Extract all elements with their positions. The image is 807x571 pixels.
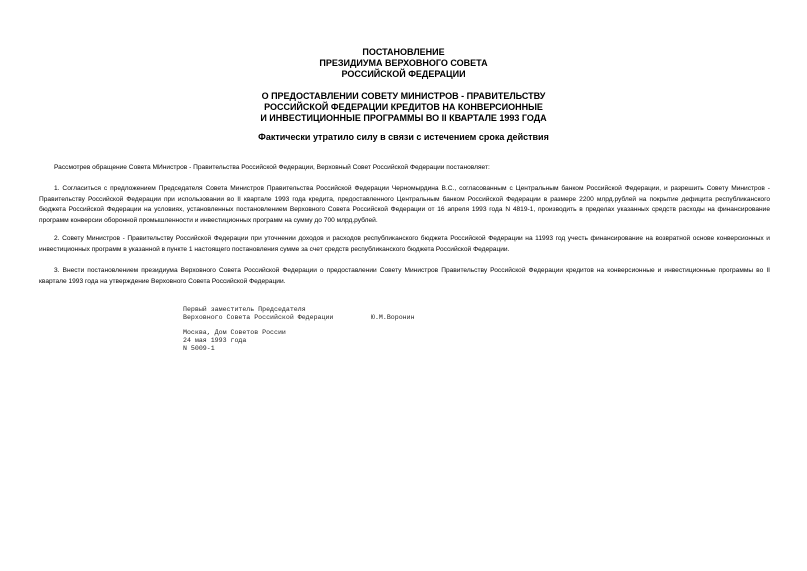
signature-position-line: Верховного Совета Российской Федерации bbox=[183, 313, 334, 321]
signature-position-line: Первый заместитель Председателя bbox=[183, 306, 306, 313]
paragraph-text: 1. Согласиться с предложением Председателя Совета Министров Правительства Российской Федерации Черномырдина В.С., согласованным с Центральным банком Российской Федерации, и разрешить Совету Министров - Правительству Российской Федерации при использовании во II квартале 1993 года кредита, предоставленного Центральным банком Российской Федерации в размере 2200 млрд.рублей на покрытие дефицита республиканского бюджета Российской Федерации на условиях, установленных постановлением Верховного Совета Российской Федерации от 16 апреля 1993 года N 4819-1, производить в пределах указанных средств расходы на финансирование программ конверсии оборонной промышленности и инвестиционных программ на сумму до 700 млрд.рублей. bbox=[39, 185, 770, 224]
document-status bbox=[0, 132, 807, 143]
subject-line: И ИНВЕСТИЦИОННЫЕ ПРОГРАММЫ ВО II КВАРТАЛЕ 1993 ГОДА bbox=[260, 113, 547, 123]
document-title bbox=[0, 47, 807, 80]
title-line: ПРЕЗИДИУМА ВЕРХОВНОГО СОВЕТА bbox=[319, 58, 488, 68]
place-date-block bbox=[183, 329, 286, 352]
status-line: Фактически утратило силу в связи с истечением срока действия bbox=[258, 132, 549, 142]
place-line: Москва, Дом Советов России bbox=[183, 329, 286, 336]
title-line: РОССИЙСКОЙ ФЕДЕРАЦИИ bbox=[341, 69, 466, 79]
signature-block bbox=[183, 306, 333, 322]
paragraph-2 bbox=[39, 234, 770, 255]
signature-name: Ю.М.Воронин bbox=[371, 314, 415, 321]
intro-paragraph bbox=[39, 163, 770, 174]
paragraph-1 bbox=[39, 184, 770, 226]
subject-line: РОССИЙСКОЙ ФЕДЕРАЦИИ КРЕДИТОВ НА КОНВЕРСИОННЫЕ bbox=[264, 102, 543, 112]
title-line: ПОСТАНОВЛЕНИЕ bbox=[362, 47, 445, 57]
paragraph-text: 2. Совету Министров - Правительству Российской Федерации при уточнении доходов и расходов республиканского бюджета Российской Федерации на 11993 год учесть финансирование на возвратной основе конверсионных и инвестиционных программ в указанной в пункте 1 настоящего постановления сумме за счет средств республиканского бюджета Российской Федерации. bbox=[39, 235, 770, 253]
paragraph-3 bbox=[39, 266, 770, 287]
paragraph-text: 3. Внести постановлением президиума Верховного Совета Российской Федерации о предоставлении Совету Министров Правительству Российской Федерации кредитов на конверсионные и инвестиционные программы во II квартале 1993 года на утверждение Верховного Совета Российской Федерации. bbox=[39, 267, 770, 285]
document-subject bbox=[0, 91, 807, 124]
subject-line: О ПРЕДОСТАВЛЕНИИ СОВЕТУ МИНИСТРОВ - ПРАВИТЕЛЬСТВУ bbox=[261, 91, 546, 101]
number-line: N 5009-1 bbox=[183, 344, 215, 352]
date-line: 24 мая 1993 года bbox=[183, 336, 247, 344]
intro-text: Рассмотрев обращение Совета МИнистров - Правительства Российской Федерации, Верховный Совет Российской Федерации постановляет: bbox=[54, 164, 490, 171]
